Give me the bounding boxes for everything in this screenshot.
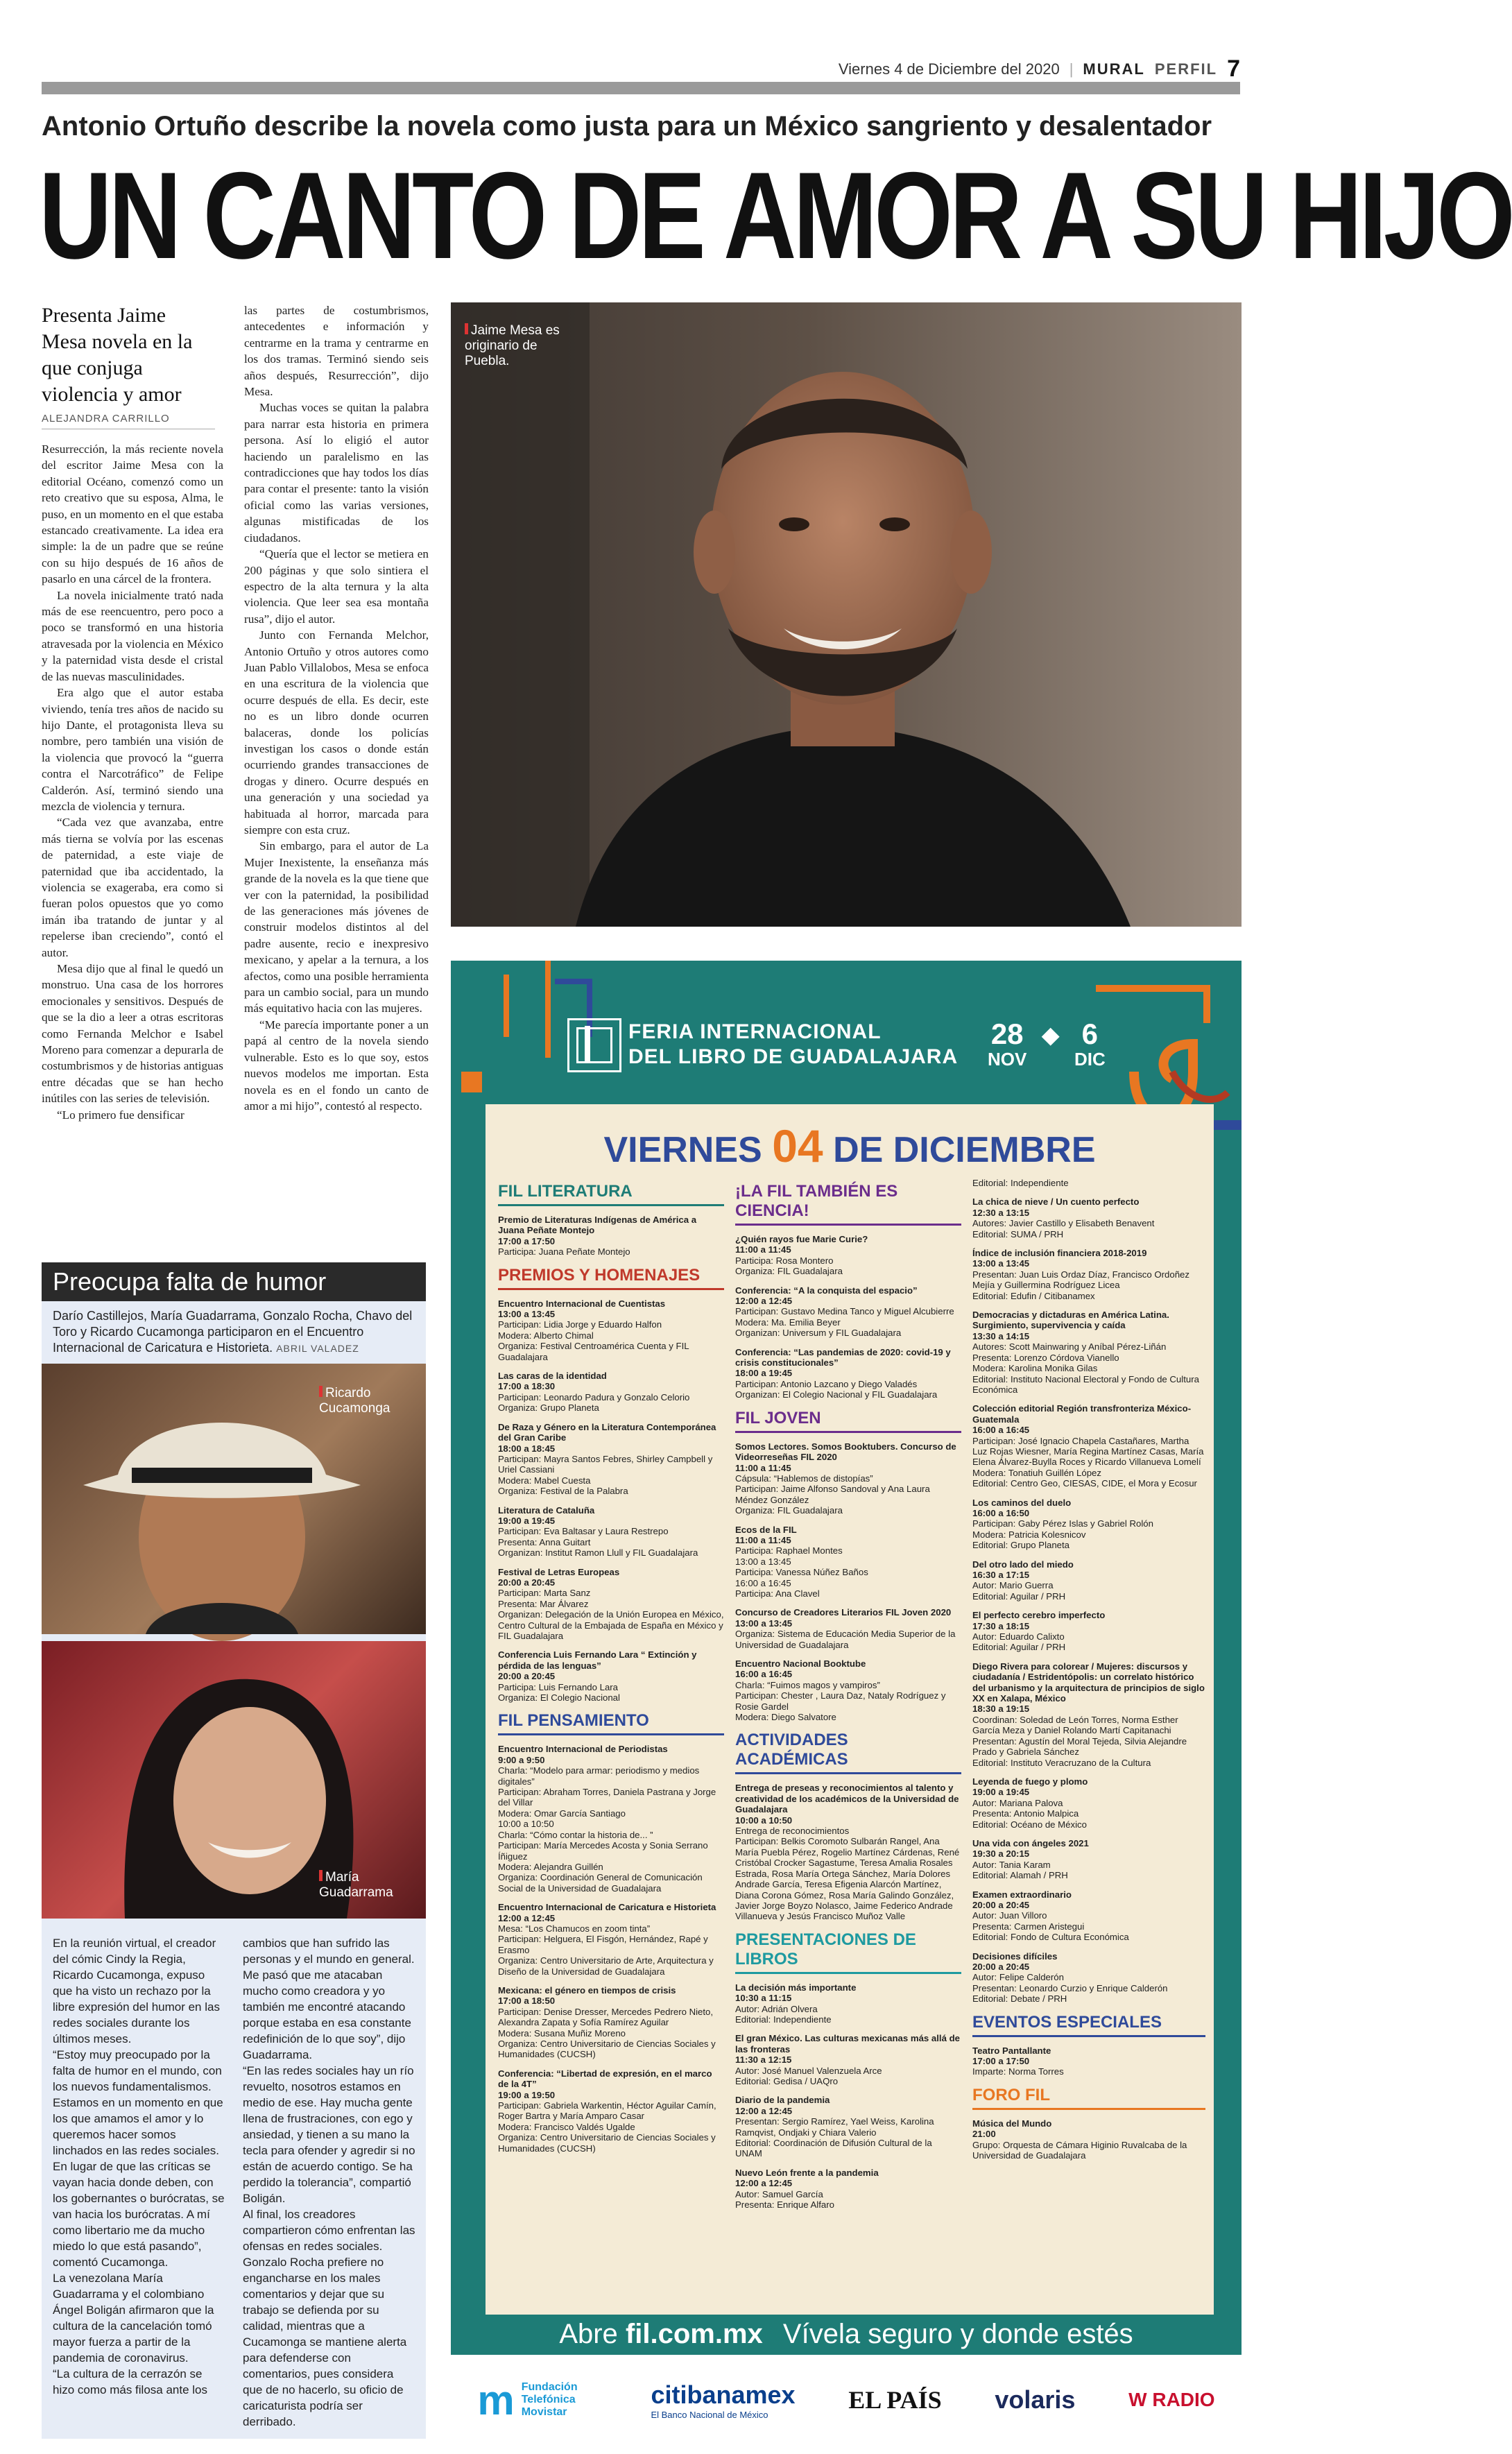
program-event xyxy=(972,1196,1205,1239)
program-event xyxy=(972,1310,1205,1395)
event-title: El perfecto cerebro imperfecto xyxy=(972,1610,1106,1621)
event-title: La decisión más importante xyxy=(735,1982,857,1993)
program-event xyxy=(972,1559,1205,1602)
event-details: Participan: Marta Sanz Presenta: Mar Álvarez Organizan: Delegación de la Unión Europea en México, Centro Cultural de la Embajada de España en México y FIL Guadalajara xyxy=(498,1588,724,1641)
paragraph: La novela inicialmente trató nada más de ese reencuentro, pero poco a poco se transformó en una historia atravesada por la violencia en México y la paternidad vista desde el cristal de las nuevas masculinidades. xyxy=(42,588,223,683)
event-time: 11:00 a 11:45 xyxy=(735,1244,791,1255)
event-time: 19:00 a 19:45 xyxy=(498,1515,556,1526)
event-details: Participan: Eva Baltasar y Laura Restrepo Presenta: Anna Guitart Organizan: Institut Ramon Llull y FIL Guadalajara xyxy=(498,1526,698,1559)
sponsor-bar xyxy=(451,2362,1242,2438)
program-event xyxy=(498,1649,724,1703)
top-rule xyxy=(42,82,1240,94)
program-event xyxy=(498,1505,724,1559)
event-time: 17:30 a 18:15 xyxy=(972,1620,1030,1631)
event-time: 19:00 a 19:50 xyxy=(498,2089,556,2100)
event-title: Premio de Literaturas Indígenas de América a Juana Peñate Montejo xyxy=(498,1215,697,1236)
event-details: Participan: José Ignacio Chapela Castañares, Martha Luz Rojas Wiesner, María Regina Martínez Casas, María Elena Álvarez-Buylla Roces y Ricardo Villanueva Lomelí Modera: Tonatiuh Guillén López Editorial: Centro Geo, CIESAS, CIDE, el Mora y Ecosur xyxy=(972,1435,1204,1489)
event-title: Encuentro Internacional de Periodistas xyxy=(498,1744,668,1755)
event-title: Entrega de preseas y reconocimientos al talento y creatividad de los académicos de la Universidad de Guadalajara xyxy=(735,1783,959,1815)
event-time: 20:00 a 20:45 xyxy=(498,1577,556,1588)
event-time: 16:00 a 16:45 xyxy=(735,1669,793,1680)
paragraph: Muchas voces se quitan la palabra para narrar esta historia en primera persona. Así lo eligió el autor haciendo un paralelismo en las contradicciones que hay todos los días para contar el presente: tanto la visión oficial como las varias versiones, algunas mistificadas de los ciudadanos. xyxy=(244,401,429,544)
event-title: Conferencia Luis Fernando Lara “ Extinción y pérdida de las lenguas” xyxy=(498,1649,697,1671)
event-title: Los caminos del duelo xyxy=(972,1497,1072,1508)
event-details: Autor: Mario Guerra Editorial: Aguilar / PRH xyxy=(972,1580,1066,1602)
event-details: Participan: Gaby Pérez Islas y Gabriel Rolón Modera: Patricia Kolesnicov Editorial: Grupo Planeta xyxy=(972,1518,1153,1551)
section-perfil: PERFIL xyxy=(1154,60,1218,78)
kicker: Antonio Ortuño describe la novela como justa para un México sangriento y desalentador xyxy=(42,111,1212,141)
photo-caption: Jaime Mesa es originario de Puebla. xyxy=(465,323,560,368)
cucamonga-photo xyxy=(42,1364,426,1634)
sponsor-citibanamex: citibanamex El Banco Nacional de México xyxy=(651,2380,796,2420)
program-event xyxy=(735,1525,961,1599)
event-title: Música del Mundo xyxy=(972,2118,1052,2129)
box-title: Preocupa falta de humor xyxy=(42,1262,426,1301)
program-event xyxy=(498,1567,724,1642)
event-time: 20:00 a 20:45 xyxy=(972,1899,1030,1910)
event-title: Democracias y dictaduras en América Latina. Surgimiento, supervivencia y caída xyxy=(972,1310,1169,1331)
fil-footer: Abre fil.com.mx Vívela seguro y donde estés xyxy=(559,2319,1133,2349)
event-title: ¿Quién rayos fue Marie Curie? xyxy=(735,1234,868,1244)
event-time: 13:00 a 13:45 xyxy=(972,1258,1030,1269)
program-event xyxy=(972,1248,1205,1301)
event-details: Charla: “Fuimos magos y vampiros” Participan: Chester , Laura Daz, Nataly Rodríguez y Rosie Gardel Modera: Diego Salvatore xyxy=(735,1679,946,1723)
event-time: 16:00 a 16:45 xyxy=(972,1425,1030,1436)
event-details: Autor: Tania Karam Editorial: Alamah / PRH xyxy=(972,1859,1068,1881)
sponsor-elpais: EL PAÍS xyxy=(848,2386,942,2414)
paragraph: “Lo primero fue densificar xyxy=(57,1108,184,1122)
event-details: Participan: Antonio Lazcano y Diego Valadés Organizan: El Colegio Nacional y FIL Guadalajara xyxy=(735,1378,938,1400)
caption-marker xyxy=(319,1386,323,1397)
event-details: Autor: Samuel García Presenta: Enrique Alfaro xyxy=(735,2188,834,2211)
event-details: Editorial: Independiente xyxy=(972,1178,1069,1188)
event-time: 11:00 a 11:45 xyxy=(735,1462,791,1473)
event-details: Autor: José Manuel Valenzuela Arce Editorial: Gedisa / UAQro xyxy=(735,2065,882,2086)
page-number: 7 xyxy=(1227,55,1240,82)
fil-url[interactable]: fil.com.mx xyxy=(625,2319,763,2349)
paragraph: cambios que han sufrido las personas y el mundo en general. Me pasó que me atacaban mucho como creadora y yo también me encontré atacando porque estaba en esa constante redefinición de lo que soy”, dijo Guadarrama. xyxy=(243,1937,415,2061)
article-column-2 xyxy=(244,302,429,1114)
program-category: ACTIVIDADES ACADÉMICAS xyxy=(735,1731,961,1774)
paragraph: “Cada vez que avanzaba, entre más tierna se volvía por las escenas de paternidad, a este viaje de paternidad que iba accidentado, la violencia se exageraba, era como si fueran polos opuestos que yo como imán iba tratando de juntar y al repelerse iban creciendo”, contó el autor. xyxy=(42,816,223,959)
movistar-logo-icon: m xyxy=(477,2376,515,2423)
program-column-1 xyxy=(498,1178,724,2162)
event-time: 21:00 xyxy=(972,2129,996,2140)
event-details: Presentan: Sergio Ramírez, Yael Weiss, Karolina Ramqvist, Ondjaki y Chiara Valerio Editorial: Coordinación de Difusión Cultural de la UNAM xyxy=(735,2116,934,2159)
paragraph: “En las redes sociales hay un río revuelto, nosotros estamos en medio de ese. Hay mucha gente llena de frustraciones, con ego y ansiedad, y tienen a su mano la tecla para ofender y agredir si no están de acuerdo contigo. Se ha perdido la tolerancia”, compartió Boligán. xyxy=(243,2064,415,2205)
event-details: Grupo: Orquesta de Cámara Higinio Ruvalcaba de la Universidad de Guadalajara xyxy=(972,2139,1187,2161)
program-event xyxy=(735,2095,961,2159)
program-event xyxy=(498,1215,724,1258)
program-event xyxy=(972,1838,1205,1881)
event-details: Imparte: Norma Torres xyxy=(972,2066,1064,2077)
guadarrama-photo xyxy=(42,1641,426,1919)
event-details: Participa: Rosa Montero Organiza: FIL Guadalajara xyxy=(735,1255,843,1277)
event-title: Decisiones difíciles xyxy=(972,1950,1058,1962)
program-event xyxy=(972,1178,1205,1188)
program-event xyxy=(735,2168,961,2211)
program-event xyxy=(735,1234,961,1277)
event-time: 18:00 a 18:45 xyxy=(498,1443,556,1454)
caption-guadarrama: María Guadarrama xyxy=(319,1870,393,1900)
event-title: Encuentro Nacional Booktube xyxy=(735,1658,866,1669)
event-time: 19:00 a 19:45 xyxy=(972,1787,1030,1798)
sponsor-wradio: W RADIO xyxy=(1128,2389,1215,2410)
program-event xyxy=(498,1298,724,1362)
event-details: Autores: Javier Castillo y Elisabeth Benavent Editorial: SUMA / PRH xyxy=(972,1218,1155,1239)
program-event xyxy=(972,2045,1205,2077)
event-time: 12:00 a 12:45 xyxy=(735,1296,793,1307)
event-details: Participan: Leonardo Padura y Gonzalo Celorio Organiza: Grupo Planeta xyxy=(498,1391,690,1414)
program-category: FIL JOVEN xyxy=(735,1409,961,1433)
event-details: Participan: Gustavo Medina Tanco y Miguel Alcubierre Modera: Ma. Emilia Beyer Organizan: Universum y FIL Guadalajara xyxy=(735,1306,954,1339)
paragraph: La venezolana María Guadarrama y el colombiano Ángel Boligán afirmaron que la cultura de la cancelación tomó mayor fuerza a partir de la pandemia de coronavirus. xyxy=(53,2272,214,2365)
event-time: 13:00 a 13:45 xyxy=(735,1618,793,1629)
program-category: PREMIOS Y HOMENAJES xyxy=(498,1266,724,1290)
program-category: EVENTOS ESPECIALES xyxy=(972,2013,1205,2037)
event-title: Colección editorial Región transfronteriza México-Guatemala xyxy=(972,1403,1192,1425)
event-details: Cápsula: “Hablemos de distopías” Participan: Jaime Alfonso Sandoval y Ana Laura Méndez González Organiza: FIL Guadalajara xyxy=(735,1473,930,1516)
program-event xyxy=(735,1285,961,1339)
event-time: 17:00 a 17:50 xyxy=(972,2056,1030,2067)
box-column-1 xyxy=(53,1935,226,2398)
article-column-1 xyxy=(42,441,223,1123)
event-time: 10:00 a 10:50 xyxy=(735,1814,793,1826)
sponsor-volaris: volaris xyxy=(995,2385,1076,2414)
paragraph: “La cultura de la cerrazón se hizo como más filosa ante los xyxy=(53,2367,207,2396)
program-event xyxy=(735,1982,961,2025)
event-time: 9:00 a 9:50 xyxy=(498,1754,545,1765)
event-title: Mexicana: el género en tiempos de crisis xyxy=(498,1984,676,1996)
program-event xyxy=(498,1422,724,1497)
program-event xyxy=(972,1661,1205,1768)
event-time: 12:30 a 13:15 xyxy=(972,1207,1030,1218)
event-title: Índice de inclusión financiera 2018-2019 xyxy=(972,1248,1147,1259)
event-details: Autor: Mariana Palova Presenta: Antonio Malpica Editorial: Océano de México xyxy=(972,1797,1087,1830)
event-title: Las caras de la identidad xyxy=(498,1371,607,1382)
paragraph: Era algo que el autor estaba viviendo, tenía tres años de nacido su hijo Dante, el protagonista lleva su nombre, pero también una visión de la violencia que provocó la “guerra contra el Narcotráfico” de Felipe Calderón. Así, terminó siendo una mezcla de violencia y ternura. xyxy=(42,686,223,813)
event-title: Encuentro Internacional de Cuentistas xyxy=(498,1298,666,1309)
event-details: Participa: Raphael Montes 13:00 a 13:45 Participa: Vanessa Núñez Baños 16:00 a 16:45 Participa: Ana Clavel xyxy=(735,1545,868,1599)
program-event xyxy=(498,1985,724,2060)
program-event xyxy=(735,1347,961,1400)
event-time: 19:30 a 20:15 xyxy=(972,1848,1030,1860)
program-event xyxy=(735,1607,961,1650)
author-photo xyxy=(451,302,1242,927)
event-title: Ecos de la FIL xyxy=(735,1524,797,1535)
event-time: 10:30 a 11:15 xyxy=(735,1993,792,2004)
section-name: MURAL xyxy=(1083,60,1145,78)
event-details: Autor: Juan Villoro Presenta: Carmen Aristegui Editorial: Fondo de Cultura Económica xyxy=(972,1910,1129,1943)
event-time: 17:00 a 18:50 xyxy=(498,1996,556,2007)
program-event xyxy=(735,2033,961,2086)
event-title: Concurso de Creadores Literarios FIL Joven 2020 xyxy=(735,1607,952,1618)
event-title: Conferencia: “Libertad de expresión, en el marco de la 4T” xyxy=(498,2068,712,2090)
event-details: Participa: Luis Fernando Lara Organiza: El Colegio Nacional xyxy=(498,1681,620,1704)
event-details: Autor: Eduardo Calixto Editorial: Aguilar / PRH xyxy=(972,1631,1066,1653)
caption-cucamonga: Ricardo Cucamonga xyxy=(319,1386,390,1416)
event-title: Festival de Letras Europeas xyxy=(498,1566,620,1577)
event-title: Nuevo León frente a la pandemia xyxy=(735,2167,879,2178)
headline: UN CANTO DE AMOR A SU HIJO xyxy=(39,146,1512,284)
paragraph: Junto con Fernanda Melchor, Antonio Ortuño y otros autores como Juan Pablo Villalobos, Mesa se enfoca en una escritura de la violencia que ocurre después de ella. Es decir, este no es un libro donde ocurren balaceras, donde los policías investigan los casos o donde están ocurriendo grandes transacciones de drogas y dinero. Ocurre después en una generación y una sociedad ya habituada al horror, marcada para siempre con esta cruz. xyxy=(244,628,429,836)
event-title: Somos Lectores. Somos Booktubers. Concurso de Videorreseñas FIL 2020 xyxy=(735,1441,956,1463)
program-event xyxy=(972,2118,1205,2161)
paragraph: En la reunión virtual, el creador del cómic Cindy la Regia, Ricardo Cucamonga, expuso que ha visto un rechazo por la libre expresión del humor en las redes sociales durante los últimos meses. xyxy=(53,1937,220,2045)
box-byline: ABRIL VALADEZ xyxy=(276,1343,359,1354)
event-title: De Raza y Género en la Literatura Contemporánea del Gran Caribe xyxy=(498,1421,716,1443)
event-title: Diego Rivera para colorear / Mujeres: discursos y ciudadanía / Estridentópolis: un correlato histórico del urbanismo y la arquitectura de principios de siglo XX en Xalapa, México xyxy=(972,1661,1205,1704)
fil-logo-icon xyxy=(567,1018,621,1072)
folio-divider: | xyxy=(1069,60,1074,78)
event-time: 16:00 a 16:50 xyxy=(972,1507,1030,1518)
paragraph: las partes de costumbrismos, antecedentes e información y centrarme en la trama y centrarme en los dos tramas. Terminó siendo seis años después, Resurrección”, dijo Mesa. xyxy=(244,304,429,399)
paragraph: “Me parecía importante poner a un papá al centro de la novela siendo vulnerable. Esto es lo que soy, estos nuevos modelos me importan. Esta novela es en el fondo un canto de amor a mi hijo”, contestó al respecto. xyxy=(244,1018,429,1113)
event-time: 12:00 a 12:45 xyxy=(498,1912,556,1923)
event-title: Diario de la pandemia xyxy=(735,2095,830,2106)
paragraph: Al final, los creadores compartieron cómo enfrentan las ofensas en redes sociales. Gonzalo Rocha prefiere no engancharse en los males comentarios y dejar que su trabajo se defienda por su calidad, mientras que a Cucamonga se mantiene alerta para defenderse con comentarios, pues considera que de no hacerlo, su oficio de caricaturista podría ser derribado. xyxy=(243,2208,415,2428)
program-event xyxy=(735,1783,961,1921)
fil-dates: 28 NOV ◆ 6 DIC xyxy=(988,1018,1106,1070)
program-event xyxy=(735,1441,961,1516)
event-details: Participan: Lidia Jorge y Eduardo Halfon Modera: Alberto Chimal Organiza: Festival Centroamérica Cuenta y FIL Guadalajara xyxy=(498,1319,689,1362)
box-deck: Darío Castillejos, María Guadarrama, Gonzalo Rocha, Chavo del Toro y Ricardo Cucamonga participaron en el Encuentro Internacional de Caricatura e Historieta. ABRIL VALADEZ xyxy=(53,1309,413,1355)
event-time: 16:30 a 17:15 xyxy=(972,1570,1030,1580)
event-details: Autor: Adrián Olvera Editorial: Independiente xyxy=(735,2003,832,2025)
box-column-2 xyxy=(243,1935,416,2430)
event-details: Participan: Gabriela Warkentin, Héctor Aguilar Camín, Roger Bartra y María Amparo Casar Modera: Francisco Valdés Ugalde Organiza: Centro Universitario de Ciencias Sociales y Humanidades (CUCSH) xyxy=(498,2100,716,2154)
event-title: Teatro Pantallante xyxy=(972,2045,1051,2056)
program-event xyxy=(498,1371,724,1414)
diamond-icon: ◆ xyxy=(1042,1022,1059,1047)
event-time: 18:00 a 19:45 xyxy=(735,1368,793,1379)
event-title: Leyenda de fuego y plomo xyxy=(972,1776,1088,1787)
fil-name: FERIA INTERNACIONAL DEL LIBRO DE GUADALAJARA xyxy=(628,1020,959,1068)
event-time: 17:00 a 18:30 xyxy=(498,1381,556,1392)
paragraph: Mesa dijo que al final le quedó un monstruo. Una casa de los horrores emocionales y sensitivos. Después de que se la dio a leer a otras escritoras como Fernanda Melchor e Isabel Moreno para comenzar a depurarla de costumbrismos y de historias antiguas entre décadas que se han hecho inútiles con las series de televisión. xyxy=(42,962,223,1106)
event-time: 12:00 a 12:45 xyxy=(735,2178,793,2189)
event-details: Participan: Mayra Santos Febres, Shirley Campbell y Uriel Cassiani Modera: Mabel Cuesta Organiza: Festival de la Palabra xyxy=(498,1453,713,1497)
program-event xyxy=(498,2068,724,2154)
paragraph: “Estoy muy preocupado por la falta de humor en el mundo, con los nuevos fundamentalismos. Estamos en un momento en que los que amamos el amor y lo queremos hacer somos linchados en las redes sociales. En lugar de que las críticas se vayan hacia donde deben, con los gobernantes o burócratas, se van hacia los burócratas. A mí como libertario me da mucho miedo lo que está pasando”, comentó Cucamonga. xyxy=(53,2048,225,2269)
event-title: Examen extraordinario xyxy=(972,1889,1072,1900)
program-category: PRESENTACIONES DE LIBROS xyxy=(735,1930,961,1974)
event-time: 11:00 a 11:45 xyxy=(735,1534,791,1545)
article-deck: Presenta Jaime Mesa novela en la que conjuga violencia y amor xyxy=(42,304,193,406)
event-title: Conferencia: “Las pandemias de 2020: covid-19 y crisis constitucionales” xyxy=(735,1346,951,1368)
program-category: FORO FIL xyxy=(972,2086,1205,2110)
event-details: Entrega de reconocimientos Participan: Belkis Coromoto Sulbarán Rangel, Ana María Puebla Pérez, Rogelio Martínez Cárdenas, René Cristóbal Crocker Sagastume, Teresa Amalia Rosales Estrada, Rosa María Ortega Sánchez, María Dolores Andrade García, Teresa Efigenia Alarcón Martínez, Diana Corona Gómez, Rosa María Galindo González, Javier Jorge Boyzo Nolasco, Jaime Federico Andrade Villanueva y Jesús Francisco Muñoz Valle xyxy=(735,1826,960,1922)
portrait-illustration xyxy=(451,302,1242,927)
sponsor-movistar: m Fundación Telefónica Movistar xyxy=(477,2376,578,2423)
program-category: FIL PENSAMIENTO xyxy=(498,1711,724,1735)
program-day-title: VIERNES 04 DE DICIEMBRE xyxy=(603,1120,1096,1172)
event-title: Del otro lado del miedo xyxy=(972,1559,1074,1570)
event-details: Autores: Scott Mainwaring y Aníbal Pérez-Liñán Presenta: Lorenzo Córdova Vianello Modera: Karolina Monika Gilas Editorial: Instituto Nacional Electoral y Fondo de Cultura Económica xyxy=(972,1341,1199,1395)
event-time: 20:00 a 20:45 xyxy=(972,1962,1030,1972)
paragraph: “Quería que el lector se metiera en 200 páginas y que solo sintiera el espectro de la alta ternura y la alta violencia. Que leer sea esa montaña rusa”, dijo el autor. xyxy=(244,547,429,626)
event-details: Coordinan: Soledad de León Torres, Norma Esther García Meza y Daniel Rolando Martí Capitanachi Presentan: Agustín del Moral Tejeda, Silvia Alejandre Prado y Gabriela Sánchez Editorial: Instituto Veracruzano de la Cultura xyxy=(972,1714,1187,1768)
event-details: Charla: “Modelo para armar: periodismo y medios digitales” Participan: Abraham Torres, Daniela Pastrana y Jorge del Villar Modera: Omar García Santiago 10:00 a 10:50 Charla: “Cómo contar la historia de... ” Participan: María Mercedes Acosta y Sonia Serrano Íñiguez Modera: Alejandra Guillén Organiza: Coordinación General de Comunicación Social de la Universidad de Guadalajara xyxy=(498,1765,716,1894)
event-time: 18:30 a 19:15 xyxy=(972,1704,1030,1715)
caption-marker xyxy=(465,323,468,334)
program-event xyxy=(972,1403,1205,1488)
program-event xyxy=(972,1951,1205,2005)
program-event xyxy=(735,1658,961,1722)
event-time: 20:00 a 20:45 xyxy=(498,1671,556,1682)
program-event xyxy=(972,1776,1205,1830)
event-details: Participa: Juana Peñate Montejo xyxy=(498,1246,630,1258)
event-time: 12:00 a 12:45 xyxy=(735,2105,793,2116)
event-time: 17:00 a 17:50 xyxy=(498,1235,556,1246)
event-title: Literatura de Cataluña xyxy=(498,1504,595,1516)
program-category: FIL LITERATURA xyxy=(498,1182,724,1206)
event-title: Conferencia: “A la conquista del espacio” xyxy=(735,1285,918,1296)
event-time: 13:00 a 13:45 xyxy=(498,1309,556,1320)
program-event xyxy=(498,1744,724,1894)
program-event xyxy=(972,1889,1205,1943)
event-details: Participan: Denise Dresser, Mercedes Pedrero Nieto, Alexandra Zapata y Sofía Ramírez Aguilar Modera: Susana Muñiz Moreno Organiza: Centro Universitario de Ciencias Sociales y Humanidades (CUCSH) xyxy=(498,2006,716,2060)
folio xyxy=(839,55,1240,83)
event-title: La chica de nieve / Un cuento perfecto xyxy=(972,1196,1140,1208)
program-event xyxy=(972,1610,1205,1653)
caption-marker xyxy=(319,1870,323,1881)
program-event xyxy=(972,1498,1205,1551)
event-details: Presentan: Juan Luis Ordaz Díaz, Francisco Ordoñez Mejía y Guillermina Rodríguez Licea Editorial: Edufin / Citibanamex xyxy=(972,1269,1189,1301)
paragraph: Sin embargo, para el autor de La Mujer Inexistente, la enseñanza más grande de la novela es la que tiene que ver con la paternidad, la posibilidad de las generaciones más jóvenes de construir modelos distintos al del padre ausente, recio e inexpresivo mexicano, y apelar a la ternura, a los afectos, como una posible herramienta para un cambio social, para un mundo más equitativo hacia con las mujeres. xyxy=(244,839,429,1015)
event-details: Organiza: Sistema de Educación Media Superior de la Universidad de Guadalajara xyxy=(735,1629,956,1650)
event-title: Una vida con ángeles 2021 xyxy=(972,1837,1089,1848)
issue-date: Viernes 4 de Diciembre del 2020 xyxy=(838,60,1060,78)
event-title: Encuentro Internacional de Caricatura e Historieta xyxy=(498,1902,716,1913)
program-column-2 xyxy=(735,1178,961,2218)
program-category: ¡LA FIL TAMBIÉN ES CIENCIA! xyxy=(735,1182,961,1226)
program-event xyxy=(498,1902,724,1977)
event-details: Autor: Felipe Calderón Presentan: Leonardo Curzio y Enrique Calderón Editorial: Debate / PRH xyxy=(972,1972,1168,2005)
event-details: Mesa: “Los Chamucos en zoom tinta” Participan: Helguera, El Fisgón, Hernández, Rapé y Erasmo Organiza: Centro Universitario de Arte, Arquitectura y Diseño de la Universidad de Guadalajara xyxy=(498,1923,714,1977)
article-byline: ALEJANDRA CARRILLO xyxy=(42,413,215,429)
program-column-3 xyxy=(972,1178,1205,2169)
event-title: El gran México. Las culturas mexicanas más allá de las fronteras xyxy=(735,2033,960,2054)
event-time: 11:30 a 12:15 xyxy=(735,2054,792,2066)
event-time: 13:30 a 14:15 xyxy=(972,1330,1030,1341)
paragraph: Resurrección, la más reciente novela del escritor Jaime Mesa con la editorial Océano, comenzó como un reto creativo que su esposa, Alma, le puso, en un momento en el que estaba estancado creativamente. La idea era simple: la de un padre que se reúne con su hijo después de 16 años de pasarlo en una cárcel de la frontera. xyxy=(42,443,223,586)
